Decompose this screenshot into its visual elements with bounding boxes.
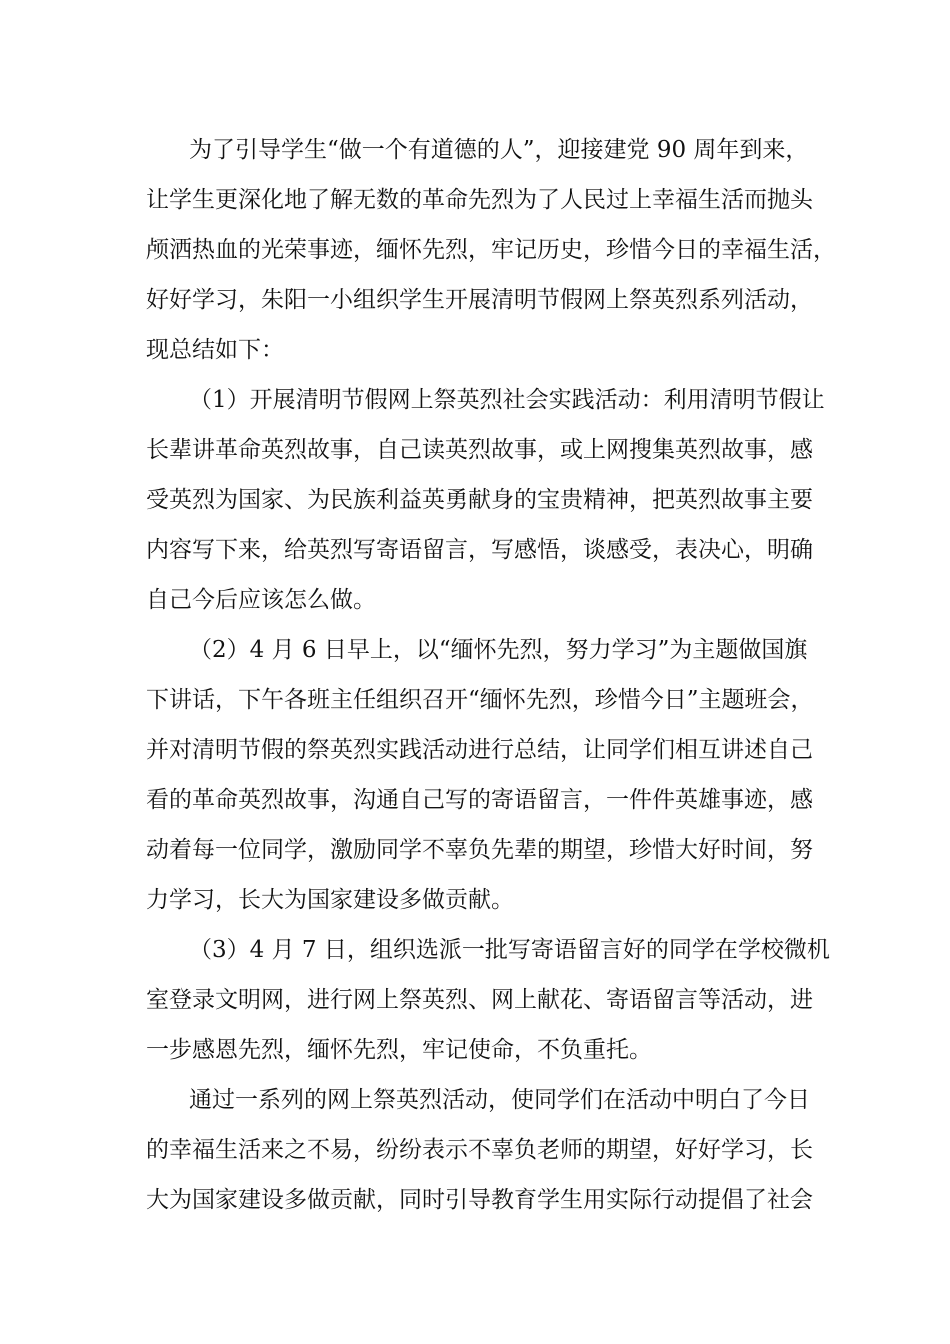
text-line: 颅洒热血的光荣事迹，缅怀先烈，牢记历史，珍惜今日的幸福生活， [146,237,836,263]
text-line: 好好学习，朱阳一小组织学生开展清明节假网上祭英烈系列活动， [146,287,813,313]
text-line: 现总结如下： [146,337,284,363]
text-line: 下讲话，下午各班主任组织召开“缅怀先烈，珍惜今日”主题班会， [146,687,814,713]
text-line: 的幸福生活来之不易，纷纷表示不辜负老师的期望，好好学习，长 [146,1137,813,1163]
text-line: 让学生更深化地了解无数的革命先烈为了人民过上幸福生活而抛头 [146,187,813,213]
text-line: 一步感恩先烈，缅怀先烈，牢记使命，不负重托。 [146,1037,652,1063]
text-line: 室登录文明网，进行网上祭英烈、网上献花、寄语留言等活动，进 [146,987,813,1013]
text-line: （3）4 月 7 日，组织选派一批写寄语留言好的同学在学校微机 [189,937,830,963]
text-line: 自己今后应该怎么做。 [146,587,376,613]
text-line: 受英烈为国家、为民族利益英勇献身的宝贵精神，把英烈故事主要 [146,487,813,513]
text-line: 大为国家建设多做贡献，同时引导教育学生用实际行动提倡了社会 [146,1187,813,1213]
text-line: 内容写下来，给英烈写寄语留言，写感悟，谈感受，表决心，明确 [146,537,813,563]
text-line: 长辈讲革命英烈故事，自己读英烈故事，或上网搜集英烈故事，感 [146,437,813,463]
text-line: 力学习，长大为国家建设多做贡献。 [146,887,514,913]
text-line: 通过一系列的网上祭英烈活动，使同学们在活动中明白了今日 [189,1087,810,1113]
text-line: 为了引导学生“做一个有道德的人”，迎接建党 90 周年到来， [189,137,809,163]
text-line: （1）开展清明节假网上祭英烈社会实践活动：利用清明节假让 [189,387,825,413]
text-line: 并对清明节假的祭英烈实践活动进行总结，让同学们相互讲述自己 [146,737,813,763]
text-line: （2）4 月 6 日早上，以“缅怀先烈，努力学习”为主题做国旗 [189,637,808,663]
text-line: 看的革命英烈故事，沟通自己写的寄语留言，一件件英雄事迹，感 [146,787,813,813]
text-line: 动着每一位同学，激励同学不辜负先辈的期望，珍惜大好时间，努 [146,837,813,863]
